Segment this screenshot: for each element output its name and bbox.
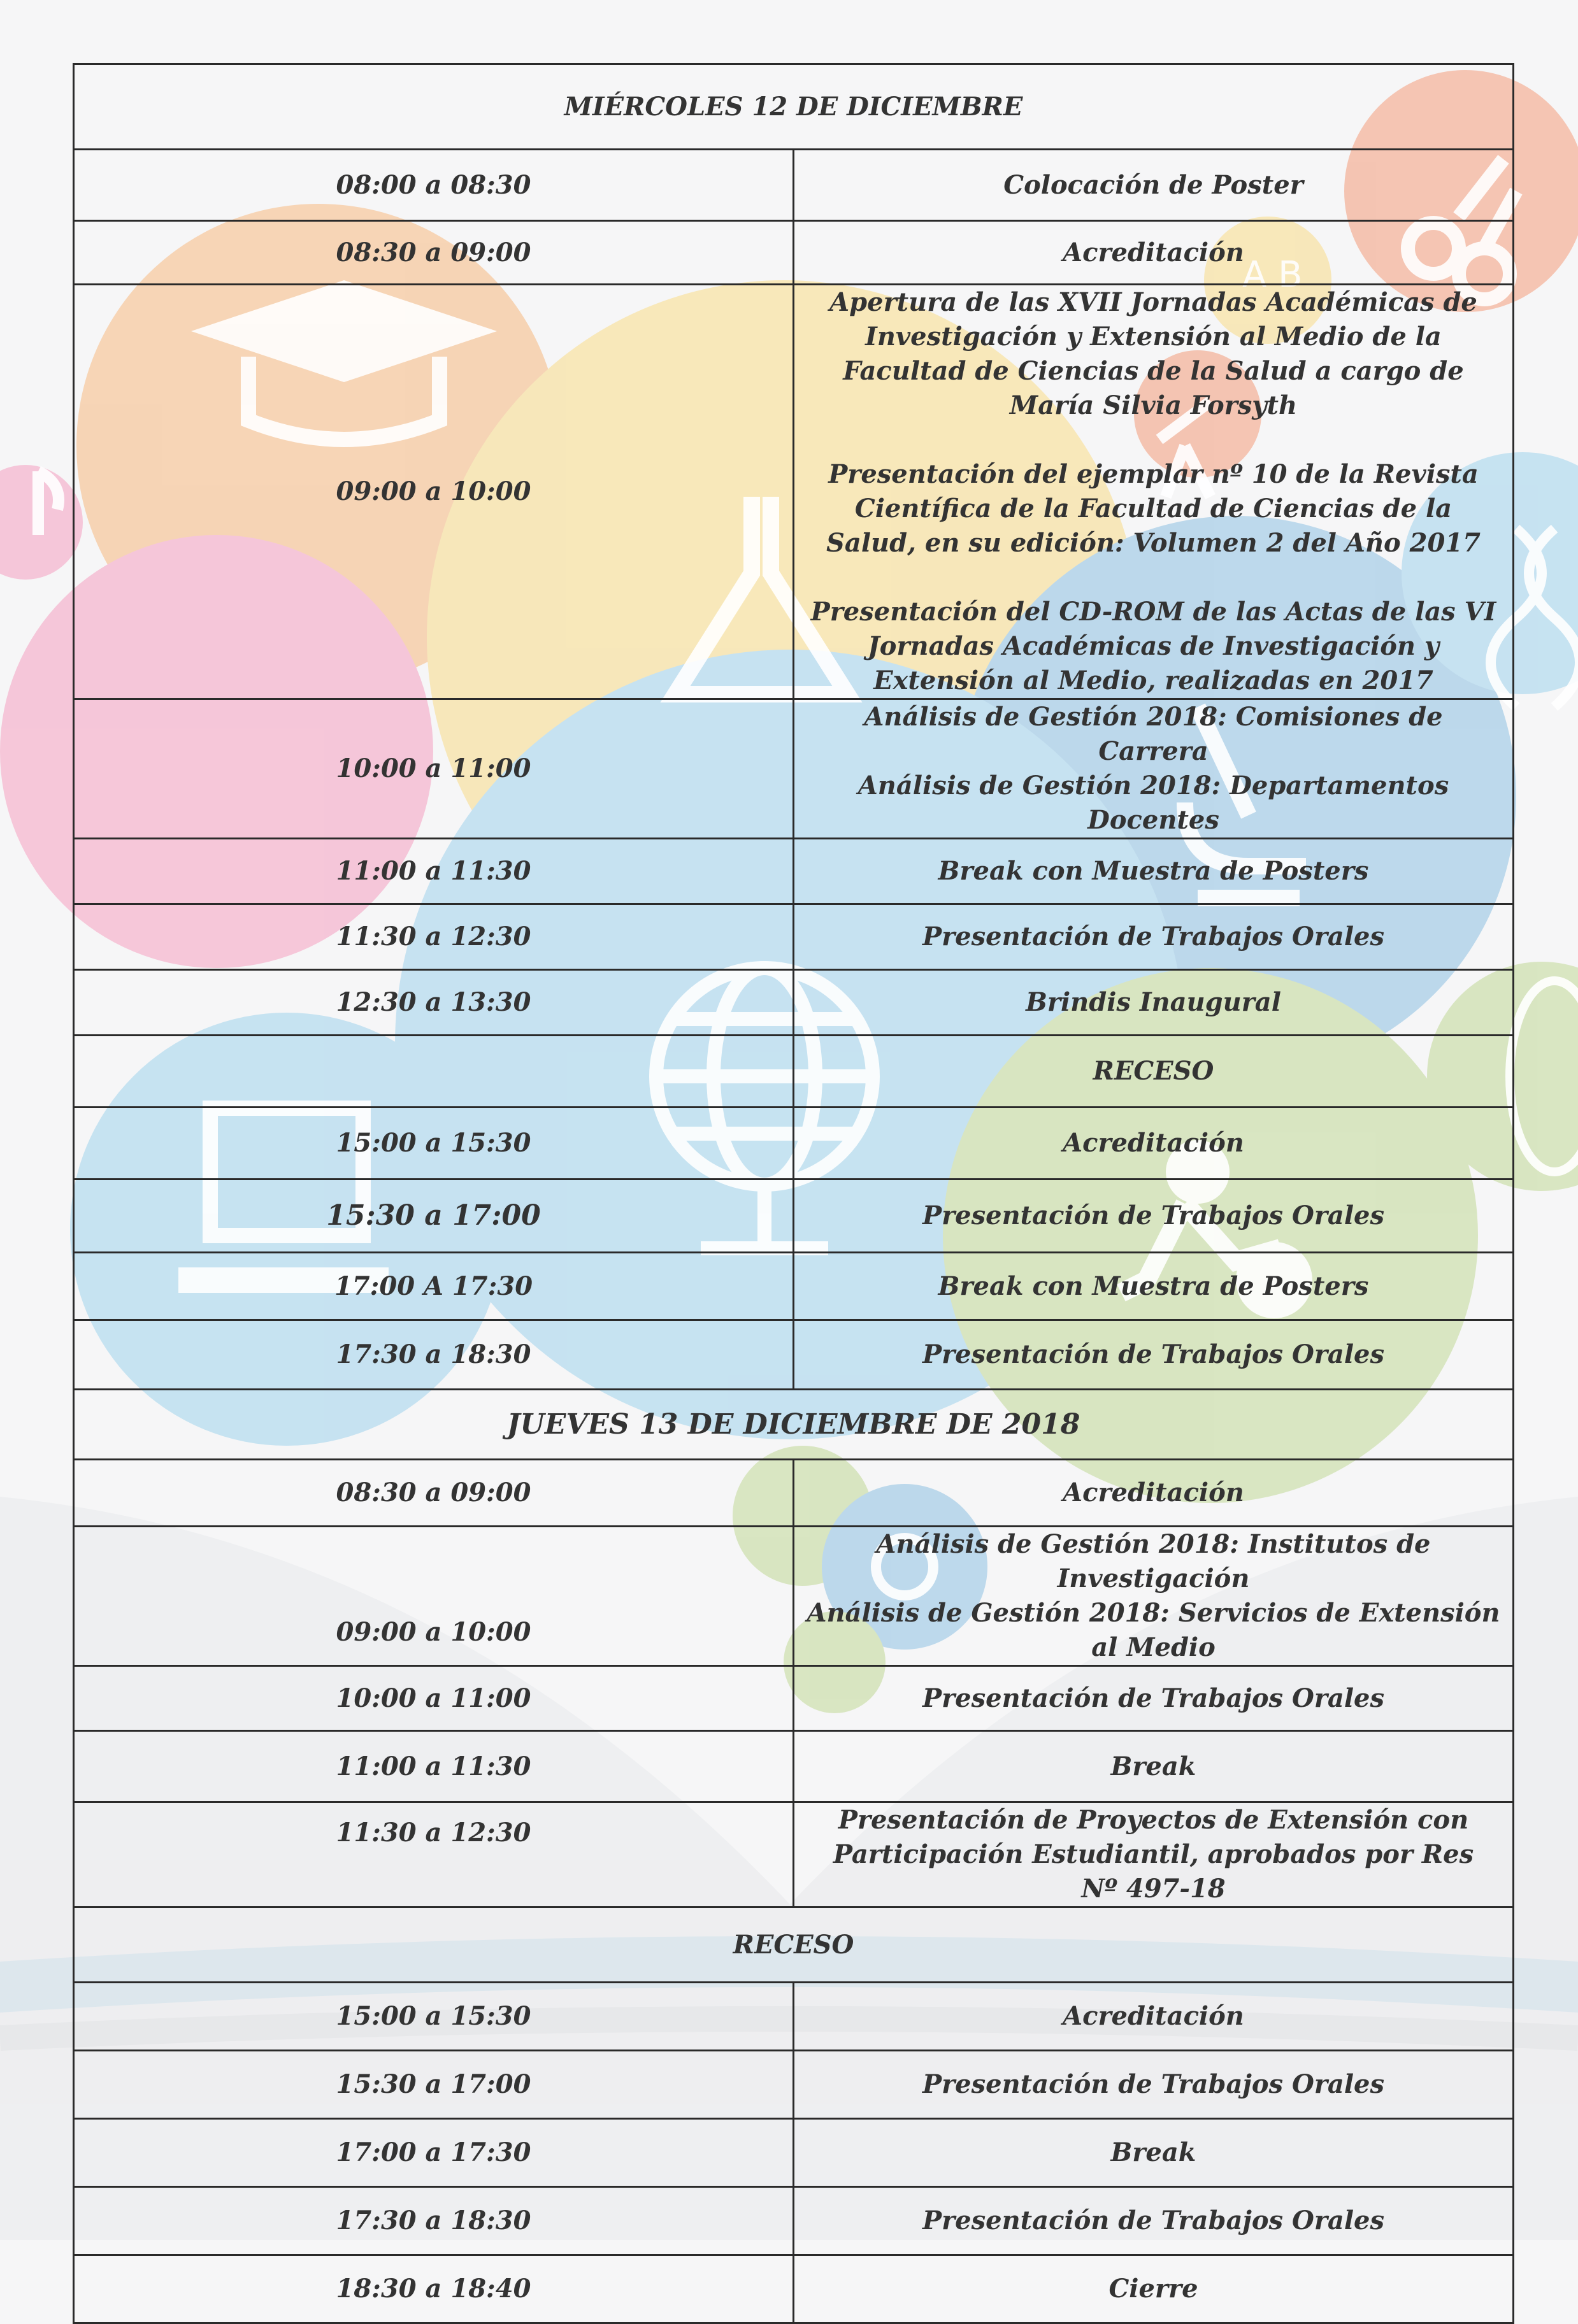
day1-title: MIÉRCOLES 12 DE DICIEMBRE xyxy=(74,64,1514,150)
table-row xyxy=(74,1983,1514,2051)
activity-cell xyxy=(794,1802,1514,1907)
activity-cell: Break con Muestra de Posters xyxy=(794,839,1514,904)
activity-line: Salud, en su edición: Volumen 2 del Año 2017 xyxy=(826,528,1481,558)
activity-line: Presentación del CD-ROM de las Actas de las VI Jornadas Académicas de Investigación y xyxy=(810,597,1496,661)
activity-cell: Brindis Inaugural xyxy=(794,970,1514,1036)
table-row xyxy=(74,2255,1514,2323)
table-row xyxy=(74,285,1514,699)
activity-cell: Acreditación xyxy=(794,1460,1514,1527)
activity-cell: Break xyxy=(794,2119,1514,2187)
time-cell: 11:30 a 12:30 xyxy=(74,1802,794,1907)
activity-line: Extensión al Medio, realizadas en 2017 xyxy=(873,666,1433,695)
activity-line: Facultad de Ciencias de la Salud a cargo de María Silvia Forsyth xyxy=(843,356,1464,420)
time-cell: 17:30 a 18:30 xyxy=(74,2187,794,2255)
activity-cell: RECESO xyxy=(794,1036,1514,1108)
table-row xyxy=(74,2051,1514,2119)
time-cell: 08:00 a 08:30 xyxy=(74,150,794,221)
time-cell xyxy=(74,1036,794,1108)
activity-line: Presentación de Proyectos de Extensión con Participación Estudiantil, aprobados por Res xyxy=(833,1805,1474,1869)
time-cell: 08:30 a 09:00 xyxy=(74,1460,794,1527)
activity-cell xyxy=(794,1527,1514,1666)
table-row xyxy=(74,221,1514,285)
activity-cell: Acreditación xyxy=(794,221,1514,285)
day-header-row xyxy=(74,1390,1514,1460)
table-row xyxy=(74,839,1514,904)
table-row xyxy=(74,1731,1514,1802)
receso-row xyxy=(74,1907,1514,1983)
activity-line: Análisis de Gestión 2018: Institutos de Investigación xyxy=(876,1529,1431,1593)
time-cell: 15:30 a 17:00 xyxy=(74,1180,794,1253)
activity-cell: Presentación de Trabajos Orales xyxy=(794,1180,1514,1253)
activity-cell: Presentación de Trabajos Orales xyxy=(794,904,1514,970)
activity-cell: Acreditación xyxy=(794,1108,1514,1180)
activity-line: Nº 497-18 xyxy=(1081,1874,1226,1904)
time-cell: 09:00 a 10:00 xyxy=(74,285,794,699)
table-row xyxy=(74,1802,1514,1907)
day2-title: JUEVES 13 DE DICIEMBRE DE 2018 xyxy=(74,1390,1514,1460)
activity-cell: Presentación de Trabajos Orales xyxy=(794,1666,1514,1731)
table-row xyxy=(74,1527,1514,1666)
table-row xyxy=(74,1320,1514,1390)
time-cell: 15:30 a 17:00 xyxy=(74,2051,794,2119)
activity-cell xyxy=(794,699,1514,839)
activity-cell: Break xyxy=(794,1731,1514,1802)
activity-cell: Break con Muestra de Posters xyxy=(794,1253,1514,1320)
activity-line: Presentación del ejemplar nº 10 de la Revista Científica de la Facultad de Ciencias de la xyxy=(828,459,1479,524)
table-row xyxy=(74,1460,1514,1527)
activity-line: Apertura de las XVII Jornadas Académicas de Investigación y Extensión al Medio de la xyxy=(829,287,1477,352)
activity-cell xyxy=(794,285,1514,699)
time-cell: 17:00 a 17:30 xyxy=(74,2119,794,2187)
time-cell: 10:00 a 11:00 xyxy=(74,699,794,839)
table-row xyxy=(74,2187,1514,2255)
time-cell: 11:00 a 11:30 xyxy=(74,839,794,904)
activity-line: Análisis de Gestión 2018: Comisiones de Carrera xyxy=(864,702,1443,766)
time-cell: 09:00 a 10:00 xyxy=(74,1527,794,1666)
time-cell: 15:00 a 15:30 xyxy=(74,1108,794,1180)
table-row xyxy=(74,1108,1514,1180)
time-cell: 10:00 a 11:00 xyxy=(74,1666,794,1731)
activity-line: Análisis de Gestión 2018: Servicios de Extensión al Medio xyxy=(807,1598,1500,1662)
table-row xyxy=(74,150,1514,221)
activity-cell: Acreditación xyxy=(794,1983,1514,2051)
activity-cell: Cierre xyxy=(794,2255,1514,2323)
activity-cell: Presentación de Trabajos Orales xyxy=(794,2051,1514,2119)
receso-label: RECESO xyxy=(74,1907,1514,1983)
table-row xyxy=(74,1180,1514,1253)
time-cell: 12:30 a 13:30 xyxy=(74,970,794,1036)
schedule-table xyxy=(73,63,1514,2324)
table-row xyxy=(74,2119,1514,2187)
table-row xyxy=(74,1253,1514,1320)
time-cell: 15:00 a 15:30 xyxy=(74,1983,794,2051)
table-row xyxy=(74,904,1514,970)
activity-cell: Presentación de Trabajos Orales xyxy=(794,1320,1514,1390)
table-row xyxy=(74,970,1514,1036)
activity-cell: Colocación de Poster xyxy=(794,150,1514,221)
activity-line: Análisis de Gestión 2018: Departamentos Docentes xyxy=(857,771,1449,835)
table-row xyxy=(74,1036,1514,1108)
activity-cell: Presentación de Trabajos Orales xyxy=(794,2187,1514,2255)
time-cell: 17:30 a 18:30 xyxy=(74,1320,794,1390)
time-cell: 18:30 a 18:40 xyxy=(74,2255,794,2323)
time-cell: 11:30 a 12:30 xyxy=(74,904,794,970)
time-cell: 17:00 A 17:30 xyxy=(74,1253,794,1320)
table-row xyxy=(74,1666,1514,1731)
time-cell: 11:00 a 11:30 xyxy=(74,1731,794,1802)
time-cell: 08:30 a 09:00 xyxy=(74,221,794,285)
svg-text:A B: A B xyxy=(1242,254,1303,296)
table-row xyxy=(74,699,1514,839)
day-header-row xyxy=(74,64,1514,150)
